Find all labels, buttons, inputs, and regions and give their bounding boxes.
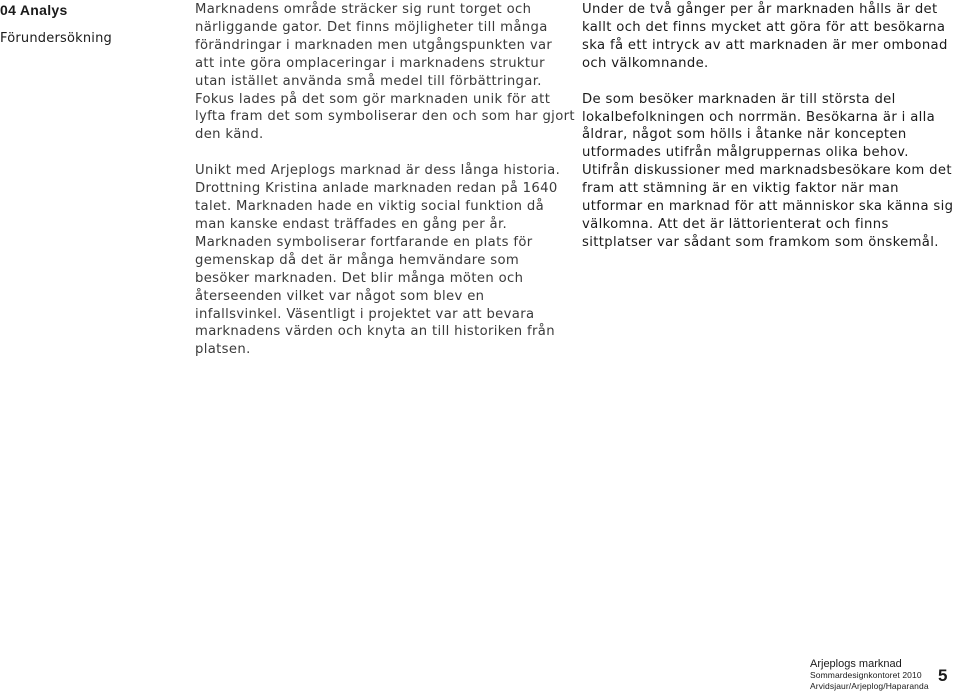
text-column-right [582,1,956,252]
paragraph: Marknadens område sträcker sig runt torget och närliggande gator. Det finns möjligheter till många förändringar i marknaden men utgångspunkten var att inte göra omplaceringar i marknadens struktur utan istället använda små medel till förbättringar. Fokus lades på det som gör marknaden unik för att lyfta fram det som symboliserar den och som har gjort den känd. [195,2,575,143]
footer-title: Arjeplogs marknad [810,658,902,670]
text-column-left [195,1,575,359]
section-subtitle: Förundersökning [0,31,112,46]
section-title: 04 Analys [0,2,68,18]
footer-locations: Arvidsjaur/Arjeplog/Haparanda [810,681,929,691]
paragraph: Unikt med Arjeplogs marknad är dess långa historia. Drottning Kristina anlade marknaden redan på 1640 talet. Marknaden hade en viktig social funktion då man kanske endast träffades en gång per år. Marknaden symboliserar fortfarande en plats för gemenskap då det är många hemvändare som besöker marknaden. Det blir många möten och återseenden vilket var något som blev en infallsvinkel. Väsentligt i projektet var att bevara marknadens värden och knyta an till historiken från platsen. [195,163,561,358]
page-number: 5 [938,666,948,685]
footer [810,658,929,692]
paragraph: Under de två gånger per år marknaden hålls är det kallt och det finns mycket att göra för att besökarna ska få ett intryck av att marknaden är mer ombonad och välkomnande. [582,2,948,71]
footer-organization: Sommardesignkontoret 2010 [810,670,922,680]
sidebar [0,1,180,48]
paragraph: De som besöker marknaden är till största del lokalbefolkningen och norrmän. Besökarna är i alla åldrar, något som hölls i åtanke när koncepten utformades utifrån målgruppernas olika behov. Utifrån diskussioner med marknadsbesökare kom det fram att stämning är en viktig faktor när man utformar en marknad för att människor ska känna sig välkomna. Att det är lättorienterat och finns sittplatser var sådant som framkom som önskemål. [582,91,954,250]
